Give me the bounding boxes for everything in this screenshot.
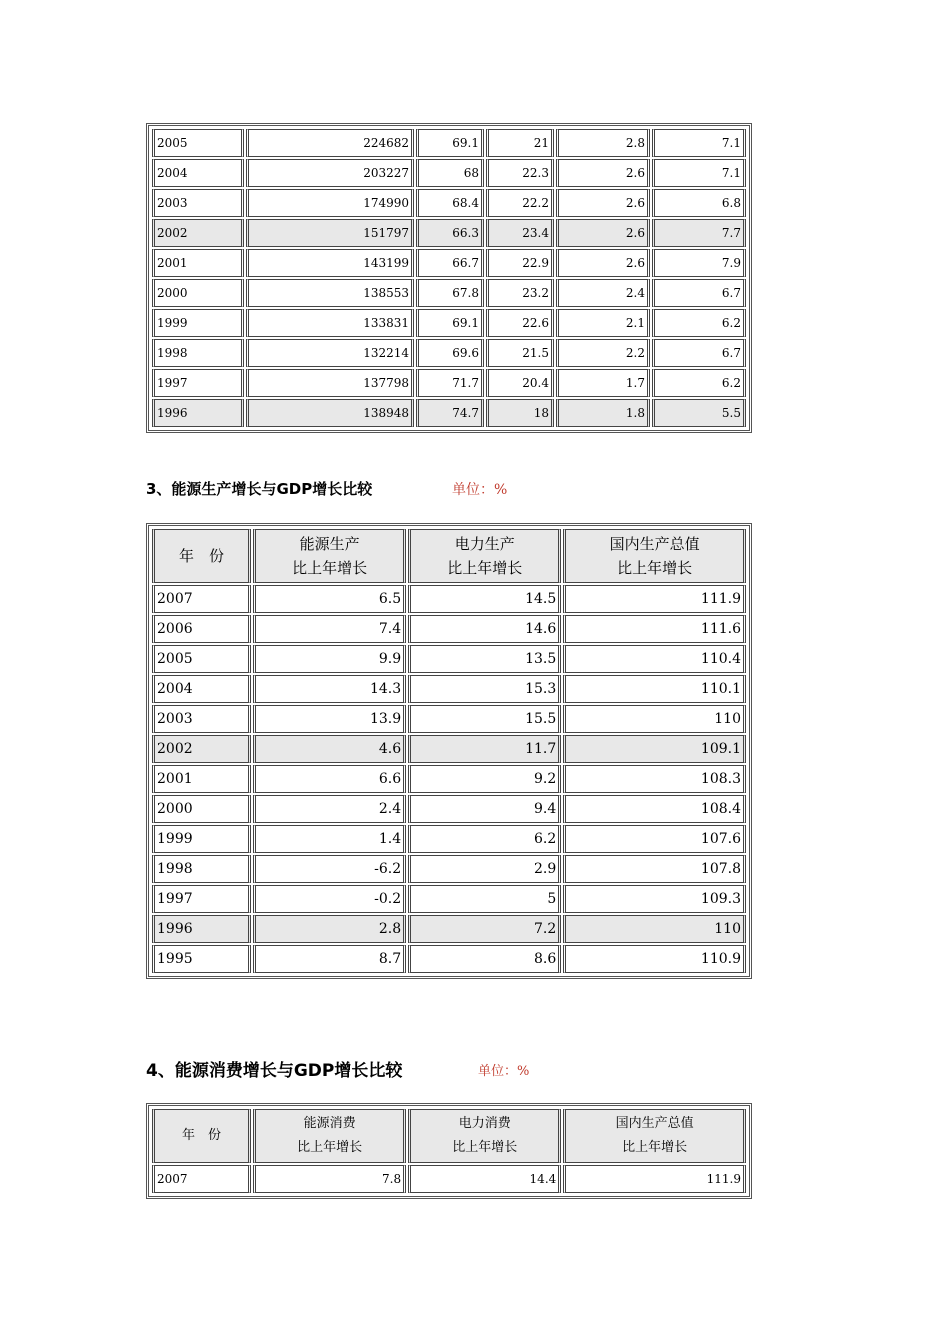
value-cell: 1.4 (253, 825, 406, 853)
year-cell: 1996 (152, 399, 244, 427)
value-cell: 107.6 (563, 825, 746, 853)
value-cell: 2.4 (253, 795, 406, 823)
year-cell: 1999 (152, 825, 251, 853)
value-cell: 111.9 (563, 585, 746, 613)
value-cell: 6.2 (652, 309, 746, 337)
table-row (152, 1165, 746, 1193)
year-cell: 1995 (152, 945, 251, 973)
value-cell: 22.9 (486, 249, 554, 277)
section4-heading: 4、能源消费增长与GDP增长比较 (146, 1061, 403, 1081)
value-cell: 5.5 (652, 399, 746, 427)
table-row (152, 129, 746, 157)
value-cell: 6.8 (652, 189, 746, 217)
value-cell: 69.1 (416, 309, 484, 337)
table-row (152, 645, 746, 673)
column-header: 电力生产 比上年增长 (408, 529, 561, 583)
value-cell: 13.9 (253, 705, 406, 733)
year-cell: 2005 (152, 645, 251, 673)
value-cell: 9.9 (253, 645, 406, 673)
value-cell: 133831 (246, 309, 414, 337)
header-row (152, 1109, 746, 1163)
value-cell: 6.7 (652, 279, 746, 307)
section3-unit: 单位：% (452, 482, 508, 498)
table-row (152, 885, 746, 913)
value-cell: 2.6 (556, 219, 650, 247)
value-cell: 7.7 (652, 219, 746, 247)
consumption-growth-body (152, 1165, 746, 1193)
year-cell: 2000 (152, 795, 251, 823)
value-cell: 109.3 (563, 885, 746, 913)
value-cell: 23.4 (486, 219, 554, 247)
year-cell: 1998 (152, 855, 251, 883)
value-cell: 14.4 (408, 1165, 561, 1193)
value-cell: 15.3 (408, 675, 561, 703)
table-row (152, 279, 746, 307)
value-cell: 138948 (246, 399, 414, 427)
value-cell: 137798 (246, 369, 414, 397)
value-cell: 108.3 (563, 765, 746, 793)
value-cell: 7.9 (652, 249, 746, 277)
value-cell: 110.1 (563, 675, 746, 703)
value-cell: 111.6 (563, 615, 746, 643)
value-cell: 22.2 (486, 189, 554, 217)
year-cell: 1997 (152, 369, 244, 397)
value-cell: 8.7 (253, 945, 406, 973)
value-cell: -6.2 (253, 855, 406, 883)
value-cell: 2.6 (556, 189, 650, 217)
year-cell: 1999 (152, 309, 244, 337)
value-cell: 13.5 (408, 645, 561, 673)
table-row (152, 309, 746, 337)
value-cell: 6.7 (652, 339, 746, 367)
value-cell: 2.1 (556, 309, 650, 337)
production-growth-table (146, 523, 752, 979)
year-cell: 2007 (152, 585, 251, 613)
value-cell: 2.8 (253, 915, 406, 943)
value-cell: 8.6 (408, 945, 561, 973)
table-row (152, 159, 746, 187)
value-cell: 2.2 (556, 339, 650, 367)
value-cell: 14.6 (408, 615, 561, 643)
table-row (152, 675, 746, 703)
table-row (152, 615, 746, 643)
value-cell: 110 (563, 705, 746, 733)
value-cell: 132214 (246, 339, 414, 367)
value-cell: 22.3 (486, 159, 554, 187)
table-row (152, 585, 746, 613)
value-cell: 66.3 (416, 219, 484, 247)
value-cell: -0.2 (253, 885, 406, 913)
year-cell: 2001 (152, 765, 251, 793)
value-cell: 2.9 (408, 855, 561, 883)
column-header: 国内生产总值 比上年增长 (563, 1109, 746, 1163)
value-cell: 5 (408, 885, 561, 913)
table-row (152, 399, 746, 427)
value-cell: 224682 (246, 129, 414, 157)
value-cell: 23.2 (486, 279, 554, 307)
value-cell: 9.4 (408, 795, 561, 823)
value-cell: 143199 (246, 249, 414, 277)
value-cell: 108.4 (563, 795, 746, 823)
consumption-growth-table (146, 1103, 752, 1199)
table-row (152, 369, 746, 397)
consumption-growth-grid (150, 1107, 748, 1195)
value-cell: 2.6 (556, 249, 650, 277)
consumption-growth-header (152, 1109, 746, 1163)
value-cell: 1.8 (556, 399, 650, 427)
year-cell: 2005 (152, 129, 244, 157)
table-row (152, 705, 746, 733)
value-cell: 2.6 (556, 159, 650, 187)
year-cell: 2002 (152, 735, 251, 763)
table-row (152, 765, 746, 793)
table-row (152, 915, 746, 943)
year-cell: 2003 (152, 705, 251, 733)
value-cell: 110.9 (563, 945, 746, 973)
value-cell: 71.7 (416, 369, 484, 397)
year-cell: 2007 (152, 1165, 251, 1193)
year-cell: 1997 (152, 885, 251, 913)
value-cell: 1.7 (556, 369, 650, 397)
header-row (152, 529, 746, 583)
section4-unit: 单位：% (478, 1064, 530, 1079)
section3-heading: 3、能源生产增长与GDP增长比较 (146, 480, 373, 498)
value-cell: 14.5 (408, 585, 561, 613)
production-growth-header (152, 529, 746, 583)
value-cell: 74.7 (416, 399, 484, 427)
value-cell: 7.1 (652, 129, 746, 157)
column-header: 年 份 (152, 1109, 251, 1163)
value-cell: 68 (416, 159, 484, 187)
table-row (152, 189, 746, 217)
value-cell: 20.4 (486, 369, 554, 397)
value-cell: 9.2 (408, 765, 561, 793)
value-cell: 67.8 (416, 279, 484, 307)
column-header: 能源生产 比上年增长 (253, 529, 406, 583)
value-cell: 21.5 (486, 339, 554, 367)
value-cell: 6.6 (253, 765, 406, 793)
year-cell: 2003 (152, 189, 244, 217)
value-cell: 138553 (246, 279, 414, 307)
value-cell: 18 (486, 399, 554, 427)
value-cell: 151797 (246, 219, 414, 247)
value-cell: 4.6 (253, 735, 406, 763)
value-cell: 7.2 (408, 915, 561, 943)
value-cell: 110.4 (563, 645, 746, 673)
table-row (152, 735, 746, 763)
column-header: 电力消费 比上年增长 (408, 1109, 561, 1163)
table-row (152, 219, 746, 247)
value-cell: 109.1 (563, 735, 746, 763)
value-cell: 21 (486, 129, 554, 157)
year-cell: 2000 (152, 279, 244, 307)
value-cell: 66.7 (416, 249, 484, 277)
table-row (152, 795, 746, 823)
year-cell: 2001 (152, 249, 244, 277)
value-cell: 11.7 (408, 735, 561, 763)
value-cell: 2.8 (556, 129, 650, 157)
value-cell: 110 (563, 915, 746, 943)
table-row (152, 249, 746, 277)
value-cell: 6.2 (408, 825, 561, 853)
value-cell: 107.8 (563, 855, 746, 883)
value-cell: 15.5 (408, 705, 561, 733)
table-row (152, 945, 746, 973)
value-cell: 22.6 (486, 309, 554, 337)
year-cell: 2004 (152, 675, 251, 703)
value-cell: 111.9 (563, 1165, 746, 1193)
energy-structure-table (146, 123, 752, 433)
value-cell: 69.1 (416, 129, 484, 157)
energy-structure-grid (150, 127, 748, 429)
value-cell: 174990 (246, 189, 414, 217)
energy-structure-body (152, 129, 746, 427)
table-row (152, 339, 746, 367)
year-cell: 2002 (152, 219, 244, 247)
year-cell: 2004 (152, 159, 244, 187)
value-cell: 14.3 (253, 675, 406, 703)
value-cell: 203227 (246, 159, 414, 187)
value-cell: 7.4 (253, 615, 406, 643)
value-cell: 7.8 (253, 1165, 406, 1193)
value-cell: 6.2 (652, 369, 746, 397)
year-cell: 1998 (152, 339, 244, 367)
table-row (152, 825, 746, 853)
value-cell: 6.5 (253, 585, 406, 613)
year-cell: 1996 (152, 915, 251, 943)
year-cell: 2006 (152, 615, 251, 643)
column-header: 年 份 (152, 529, 251, 583)
value-cell: 2.4 (556, 279, 650, 307)
production-growth-grid (150, 527, 748, 975)
table-row (152, 855, 746, 883)
value-cell: 69.6 (416, 339, 484, 367)
production-growth-body (152, 585, 746, 973)
column-header: 国内生产总值 比上年增长 (563, 529, 746, 583)
value-cell: 7.1 (652, 159, 746, 187)
value-cell: 68.4 (416, 189, 484, 217)
column-header: 能源消费 比上年增长 (253, 1109, 406, 1163)
